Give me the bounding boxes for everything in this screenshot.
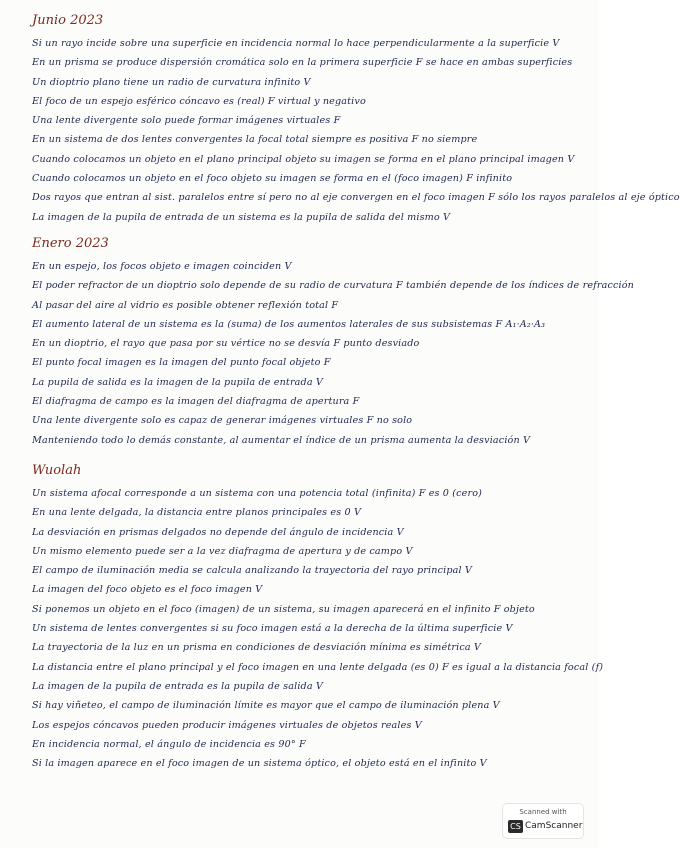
scanned-with-label: Scanned with bbox=[519, 808, 567, 816]
statement-line: El poder refractor de un dioptrio solo depende de su radio de curvatura F también depende de los índices de refracción bbox=[32, 280, 634, 292]
statement-line: La pupila de salida es la imagen de la pupila de entrada V bbox=[32, 376, 323, 388]
statement-line: En un espejo, los focos objeto e imagen coinciden V bbox=[32, 261, 292, 272]
statement-line: En incidencia normal, el ángulo de incidencia es 90° F bbox=[32, 738, 306, 750]
statement-line: Un dioptrio plano tiene un radio de curvatura infinito V bbox=[32, 76, 311, 88]
statement-line: Una lente divergente solo es capaz de generar imágenes virtuales F no solo bbox=[32, 415, 413, 427]
statement-line: Un sistema de lentes convergentes si su foco imagen está a la derecha de la última superficie V bbox=[32, 623, 513, 635]
statement-line: En un sistema de dos lentes convergentes la focal total siempre es positiva F no siempre bbox=[32, 134, 478, 146]
statement-line: Los espejos cóncavos pueden producir imágenes virtuales de objetos reales V bbox=[32, 719, 422, 731]
section-heading: Wuolah bbox=[32, 463, 82, 478]
statement-line: La desviación en prismas delgados no depende del ángulo de incidencia V bbox=[32, 526, 404, 538]
camscanner-logo-icon: CS bbox=[508, 820, 523, 833]
statement-line: Si la imagen aparece en el foco imagen de un sistema óptico, el objeto está en el infinito V bbox=[32, 758, 487, 770]
section-junio-2023 bbox=[32, 12, 680, 227]
statement-line: Cuando colocamos un objeto en el foco objeto su imagen se forma en el (foco imagen) F infinito bbox=[32, 173, 513, 185]
statement-line: El campo de iluminación media se calcula analizando la trayectoria del rayo principal V bbox=[32, 565, 472, 577]
statement-line: Dos rayos que entran al sist. paralelos entre sí pero no al eje convergen en el foco imagen F sólo los rayos paralelos al eje óptico bbox=[32, 192, 680, 204]
statement-line: Si hay viñeteo, el campo de iluminación límite es mayor que el campo de iluminación plena V bbox=[32, 700, 500, 712]
statement-line: Una lente divergente solo puede formar imágenes virtuales F bbox=[32, 115, 341, 127]
statement-line: Manteniendo todo lo demás constante, al aumentar el índice de un prisma aumenta la desviación V bbox=[32, 434, 531, 446]
camscanner-watermark bbox=[503, 804, 583, 838]
section-wuolah bbox=[32, 462, 604, 773]
statement-line: Si un rayo incide sobre una superficie en incidencia normal lo hace perpendicularmente a la superficie V bbox=[32, 38, 560, 49]
statement-line: Un sistema afocal corresponde a un sistema con una potencia total (infinita) F es 0 (cero) bbox=[32, 488, 483, 499]
camscanner-brand-label: CamScanner bbox=[525, 821, 583, 831]
statement-line: La imagen de la pupila de entrada de un sistema es la pupila de salida del mismo V bbox=[32, 211, 451, 223]
statement-line: El foco de un espejo esférico cóncavo es (real) F virtual y negativo bbox=[32, 95, 366, 107]
statement-line: Si ponemos un objeto en el foco (imagen) de un sistema, su imagen aparecerá en el infinito F objeto bbox=[32, 603, 535, 615]
statement-line: En un prisma se produce dispersión cromática solo en la primera superficie F se hace en ambas superficies bbox=[32, 57, 573, 69]
statement-line: La distancia entre el plano principal y el foco imagen en una lente delgada (es 0) F es igual a la distancia focal (f) bbox=[32, 661, 604, 673]
statement-line: La imagen del foco objeto es el foco imagen V bbox=[32, 584, 263, 596]
section-heading: Junio 2023 bbox=[32, 13, 104, 28]
statement-line: El punto focal imagen es la imagen del punto focal objeto F bbox=[32, 357, 331, 369]
statement-line: Al pasar del aire al vidrio es posible obtener reflexión total F bbox=[32, 299, 339, 311]
statement-line: La imagen de la pupila de entrada es la pupila de salida V bbox=[32, 680, 323, 692]
statement-line: Cuando colocamos un objeto en el plano principal objeto su imagen se forma en el plano principal imagen V bbox=[32, 153, 575, 165]
section-enero-2023 bbox=[32, 235, 634, 450]
statement-line: El diafragma de campo es la imagen del diafragma de apertura F bbox=[32, 396, 360, 408]
section-heading: Enero 2023 bbox=[32, 236, 109, 251]
statement-line: El aumento lateral de un sistema es la (suma) de los aumentos laterales de sus subsistemas F A₁·A₂·A₃ bbox=[32, 318, 546, 330]
statement-line: En un dioptrio, el rayo que pasa por su vértice no se desvía F punto desviado bbox=[32, 338, 420, 350]
statement-line: En una lente delgada, la distancia entre planos principales es 0 V bbox=[32, 507, 362, 519]
statement-line: Un mismo elemento puede ser a la vez diafragma de apertura y de campo V bbox=[32, 545, 413, 557]
statement-line: La trayectoria de la luz en un prisma en condiciones de desviación mínima es simétrica V bbox=[32, 642, 482, 654]
